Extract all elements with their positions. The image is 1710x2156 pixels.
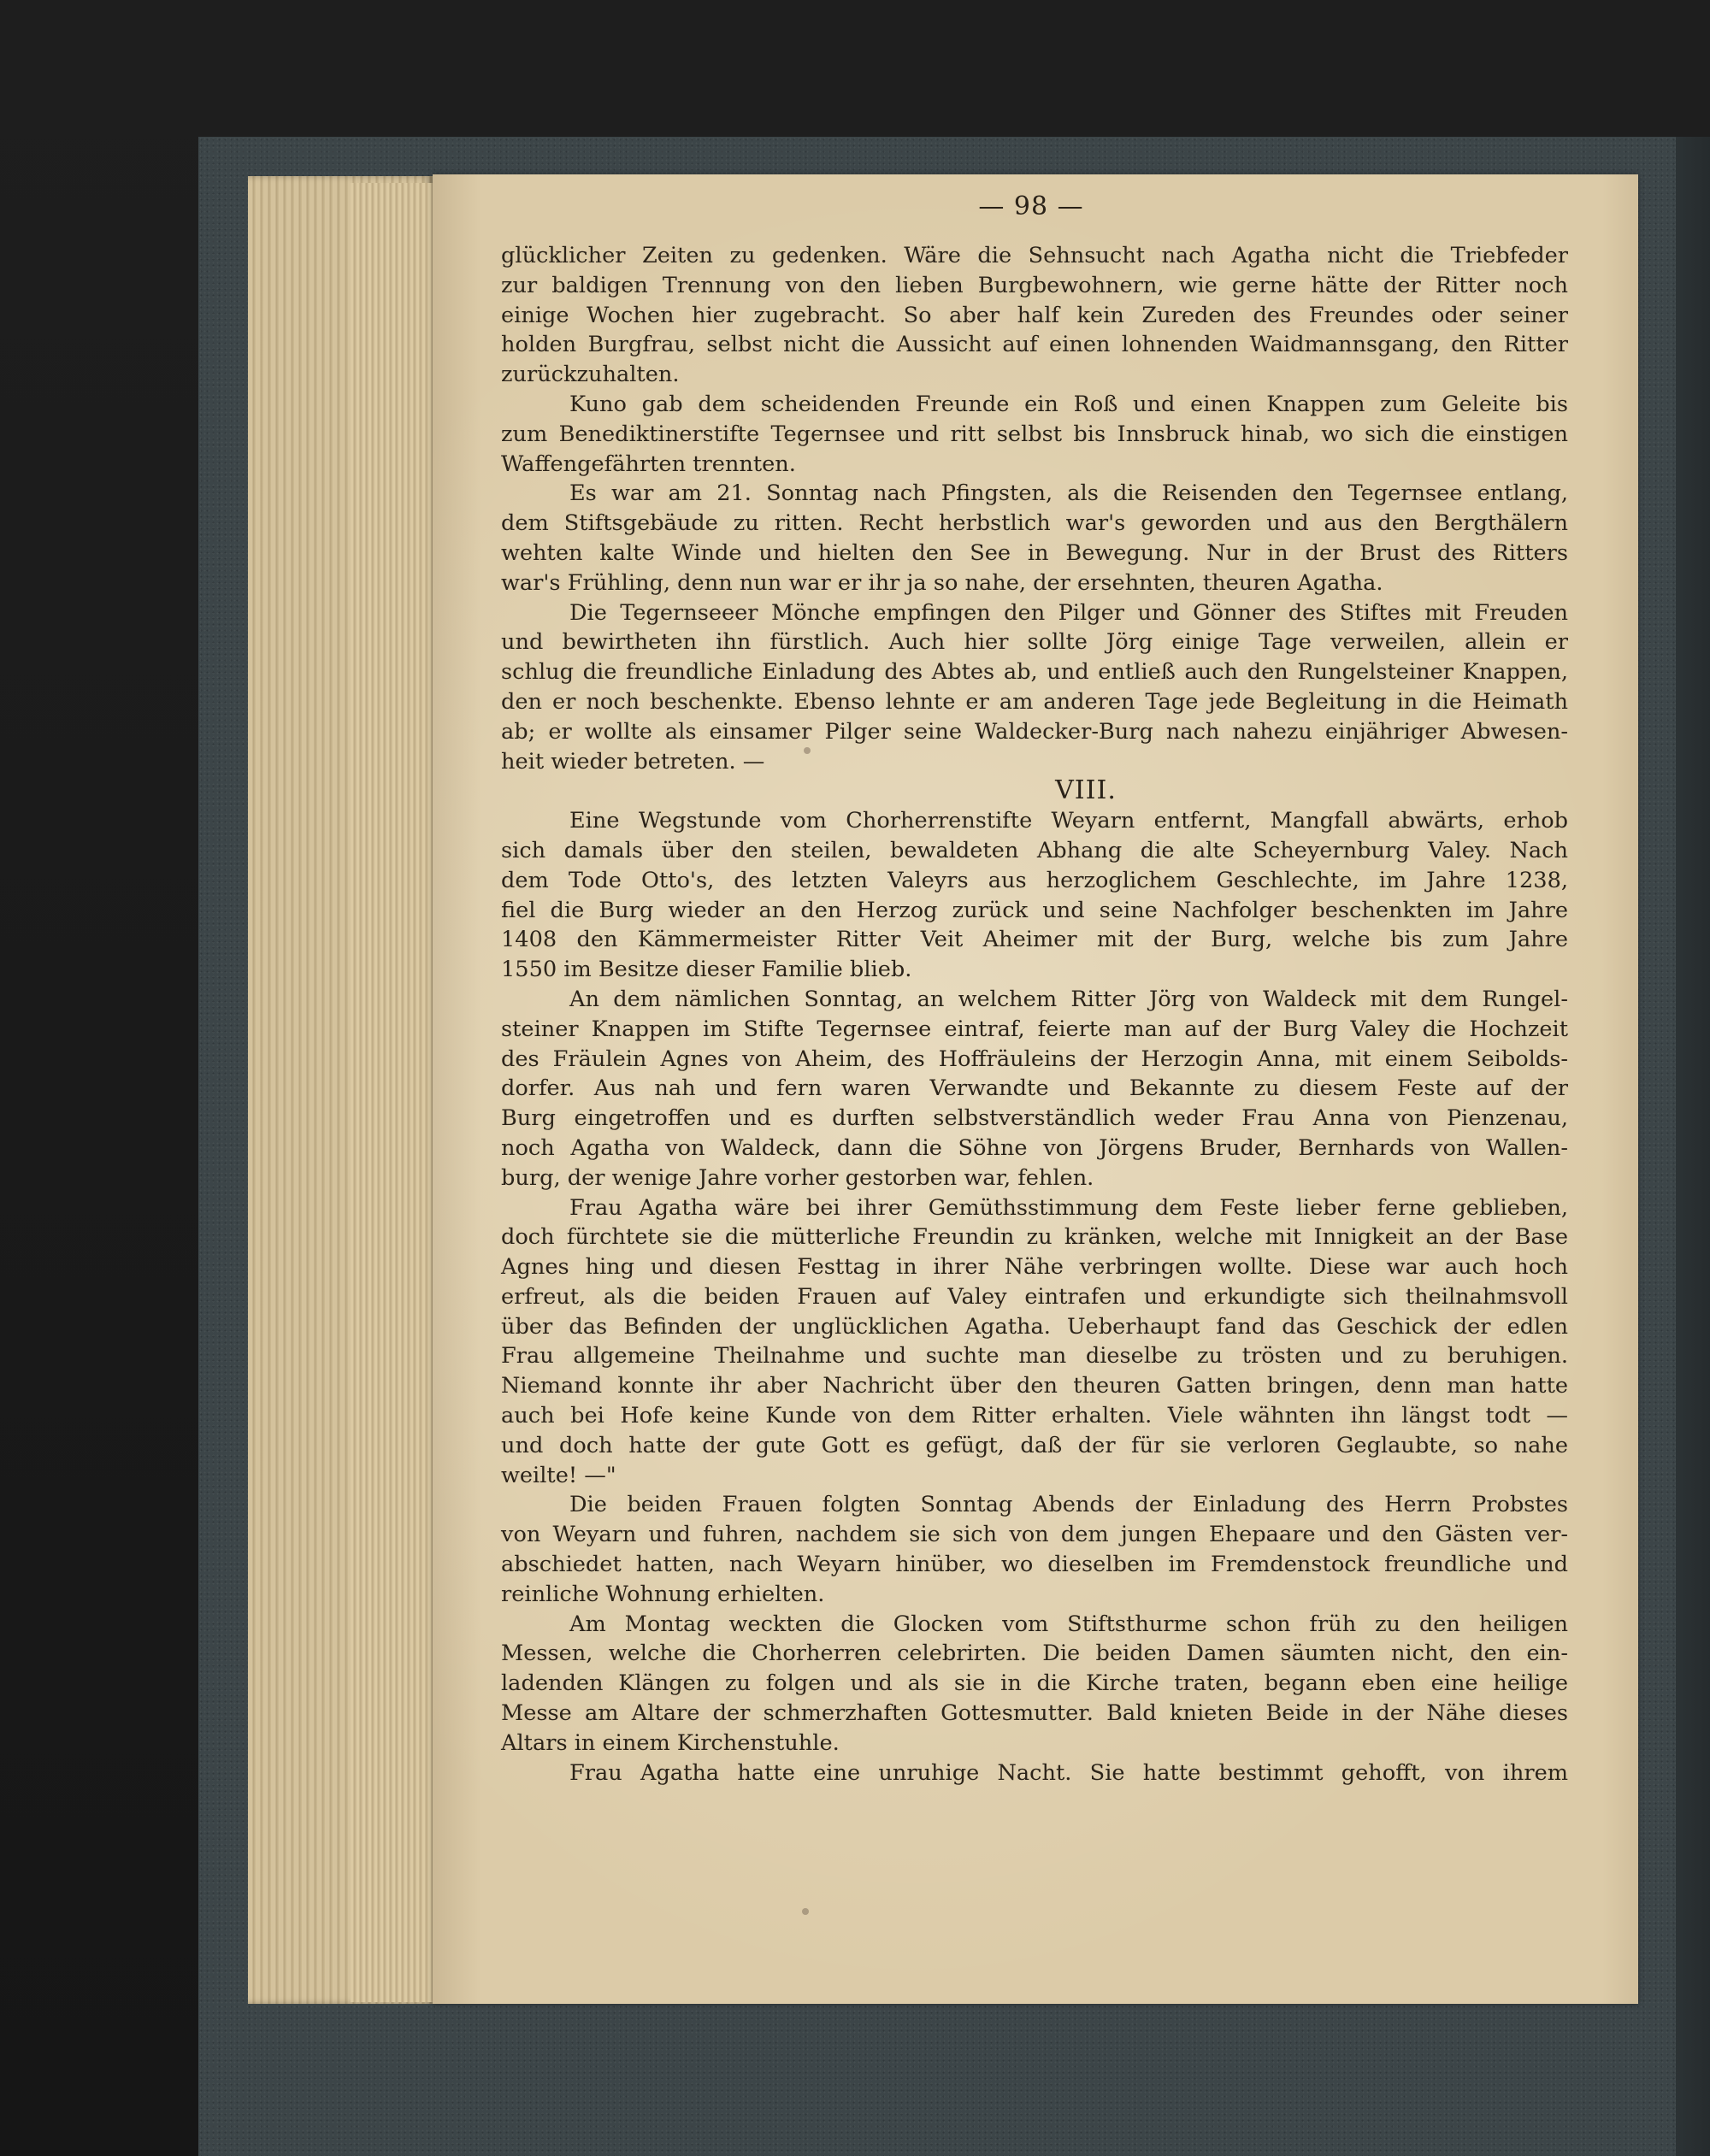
text-line: erfreut, als die beiden Frauen auf Valey eintrafen und erkundigte sich theilnahmsvoll [501,1283,1568,1310]
text-line: auch bei Hofe keine Kunde von dem Ritter erhalten. Viele wähnten ihn längst todt — [501,1403,1568,1429]
text-line: fiel die Burg wieder an den Herzog zurück und seine Nachfolger beschenkten im Jahre [501,897,1568,923]
text-line-paragraph-start: Frau Agatha hatte eine unruhige Nacht. Sie hatte bestimmt gehofft, von ihrem [569,1759,1568,1786]
text-line-paragraph-start: Die Tegernseeer Mönche empfingen den Pilger und Gönner des Stiftes mit Freuden [569,599,1568,626]
text-line: doch fürchtete sie die mütterliche Freundin zu kränken, welche mit Innigkeit an der Base [501,1224,1568,1251]
text-line: dorfer. Aus nah und fern waren Verwandte und Bekannte zu diesem Feste auf der [501,1075,1568,1102]
text-line: ladenden Klängen zu folgen und als sie in die Kirche traten, begann eben eine heilige [501,1670,1568,1697]
text-line-paragraph-start: Kuno gab dem scheidenden Freunde ein Roß und einen Knappen zum Geleite bis [569,391,1568,417]
text-line: einige Wochen hier zugebracht. So aber half kein Zureden des Freundes oder seiner [501,302,1568,328]
text-line-paragraph-end: Altars in einem Kirchenstuhle. [501,1729,840,1756]
text-line: noch Agatha von Waldeck, dann die Söhne von Jörgens Bruder, Bernhards von Wallen- [501,1134,1568,1161]
text-line: den er noch beschenkte. Ebenso lehnte er am anderen Tage jede Begleitung in die Heimath [501,688,1568,715]
text-line: holden Burgfrau, selbst nicht die Aussicht auf einen lohnenden Waidmannsgang, den Ritter [501,332,1568,358]
paper-speck [804,747,811,754]
text-line-paragraph-end: weilte! —" [501,1462,616,1488]
text-line: zum Benediktinerstifte Tegernsee und ritt selbst bis Innsbruck hinab, wo sich die einstigen [501,421,1568,447]
page-number: — 98 — [978,191,1084,221]
text-line-paragraph-start: Eine Wegstunde vom Chorherrenstifte Weyarn entfernt, Mangfall abwärts, erhob [569,808,1568,834]
text-line-paragraph-start: Am Montag weckten die Glocken vom Stiftsthurme schon früh zu den heiligen [569,1611,1568,1637]
text-line: dem Tode Otto's, des letzten Valeyrs aus herzoglichem Geschlechte, im Jahre 1238, [501,867,1568,893]
chapter-heading: VIII. [1055,775,1117,806]
text-line-paragraph-end: 1550 im Besitze dieser Familie blieb. [501,957,912,983]
text-line: Frau allgemeine Theilnahme und suchte man dieselbe zu trösten und zu beruhigen. [501,1343,1568,1370]
text-line: Niemand konnte ihr aber Nachricht über den theuren Gatten bringen, denn man hatte [501,1373,1568,1399]
text-line: sich damals über den steilen, bewaldeten Abhang die alte Scheyernburg Valey. Nach [501,837,1568,863]
text-line: 1408 den Kämmermeister Ritter Veit Aheimer mit der Burg, welche bis zum Jahre [501,927,1568,953]
text-line-paragraph-end: Waffengefährten trennten. [501,451,796,477]
text-line-paragraph-end: burg, der wenige Jahre vorher gestorben war, fehlen. [501,1164,1094,1191]
page-edges-inner [351,183,436,2002]
text-line: dem Stiftsgebäude zu ritten. Recht herbstlich war's geworden und aus den Bergthälern [501,510,1568,537]
text-line: und doch hatte der gute Gott es gefügt, daß der für sie verloren Geglaubte, so nahe [501,1432,1568,1458]
text-line: von Weyarn und fuhren, nachdem sie sich von dem jungen Ehepaare und den Gästen ver- [501,1522,1568,1548]
text-line: wehten kalte Winde und hielten den See in Bewegung. Nur in der Brust des Ritters [501,539,1568,566]
text-line: Agnes hing und diesen Festtag in ihrer Nähe verbringen wollte. Diese war auch hoch [501,1254,1568,1281]
page-text [501,241,1568,1788]
text-line-paragraph-end: zurückzuhalten. [501,362,680,388]
text-line: abschiedet hatten, nach Weyarn hinüber, wo dieselben im Fremdenstock freundliche und [501,1552,1568,1578]
text-line-paragraph-start: An dem nämlichen Sonntag, an welchem Ritter Jörg von Waldeck mit dem Rungel- [569,986,1568,1012]
text-line: über das Befinden der unglücklichen Agatha. Ueberhaupt fand das Geschick der edlen [501,1313,1568,1340]
text-line: Messen, welche die Chorherren celebrirten. Die beiden Damen säumten nicht, den ein- [501,1641,1568,1667]
text-line-paragraph-start: Frau Agatha wäre bei ihrer Gemüthsstimmung dem Feste lieber ferne geblieben, [569,1194,1568,1221]
text-line: Burg eingetroffen und es durften selbstverständlich weder Frau Anna von Pienzenau, [501,1105,1568,1132]
text-line: schlug die freundliche Einladung des Abtes ab, und entließ auch den Rungelsteiner Knappen, [501,659,1568,686]
text-line: Messe am Altare der schmerzhaften Gottesmutter. Bald knieten Beide in der Nähe dieses [501,1700,1568,1727]
text-line: steiner Knappen im Stifte Tegernsee eintraf, feierte man auf der Burg Valey die Hochzeit [501,1016,1568,1042]
text-line: ab; er wollte als einsamer Pilger seine Waldecker-Burg nach nahezu einjähriger Abwesen- [501,718,1568,745]
text-line: und bewirtheten ihn fürstlich. Auch hier sollte Jörg einige Tage verweilen, allein er [501,629,1568,656]
cover-edge [1676,137,1710,2156]
text-line-paragraph-start: Die beiden Frauen folgten Sonntag Abends der Einladung des Herrn Probstes [569,1492,1568,1518]
paper-speck [802,1908,809,1915]
text-line-paragraph-end: war's Frühling, denn nun war er ihr ja so nahe, der ersehnten, theuren Agatha. [501,569,1383,596]
text-line: zur baldigen Trennung von den lieben Burgbewohnern, wie gerne hätte der Ritter noch [501,272,1568,298]
text-line-paragraph-end: reinliche Wohnung erhielten. [501,1581,825,1607]
text-line-paragraph-end: heit wieder betreten. — [501,748,765,775]
book-page [433,174,1638,2004]
text-line: des Fräulein Agnes von Aheim, des Hoffräuleins der Herzogin Anna, mit einem Seibolds- [501,1046,1568,1072]
text-line-paragraph-start: Es war am 21. Sonntag nach Pfingsten, als die Reisenden den Tegernsee entlang, [569,480,1568,507]
text-line: glücklicher Zeiten zu gedenken. Wäre die Sehnsucht nach Agatha nicht die Triebfeder [501,243,1568,268]
